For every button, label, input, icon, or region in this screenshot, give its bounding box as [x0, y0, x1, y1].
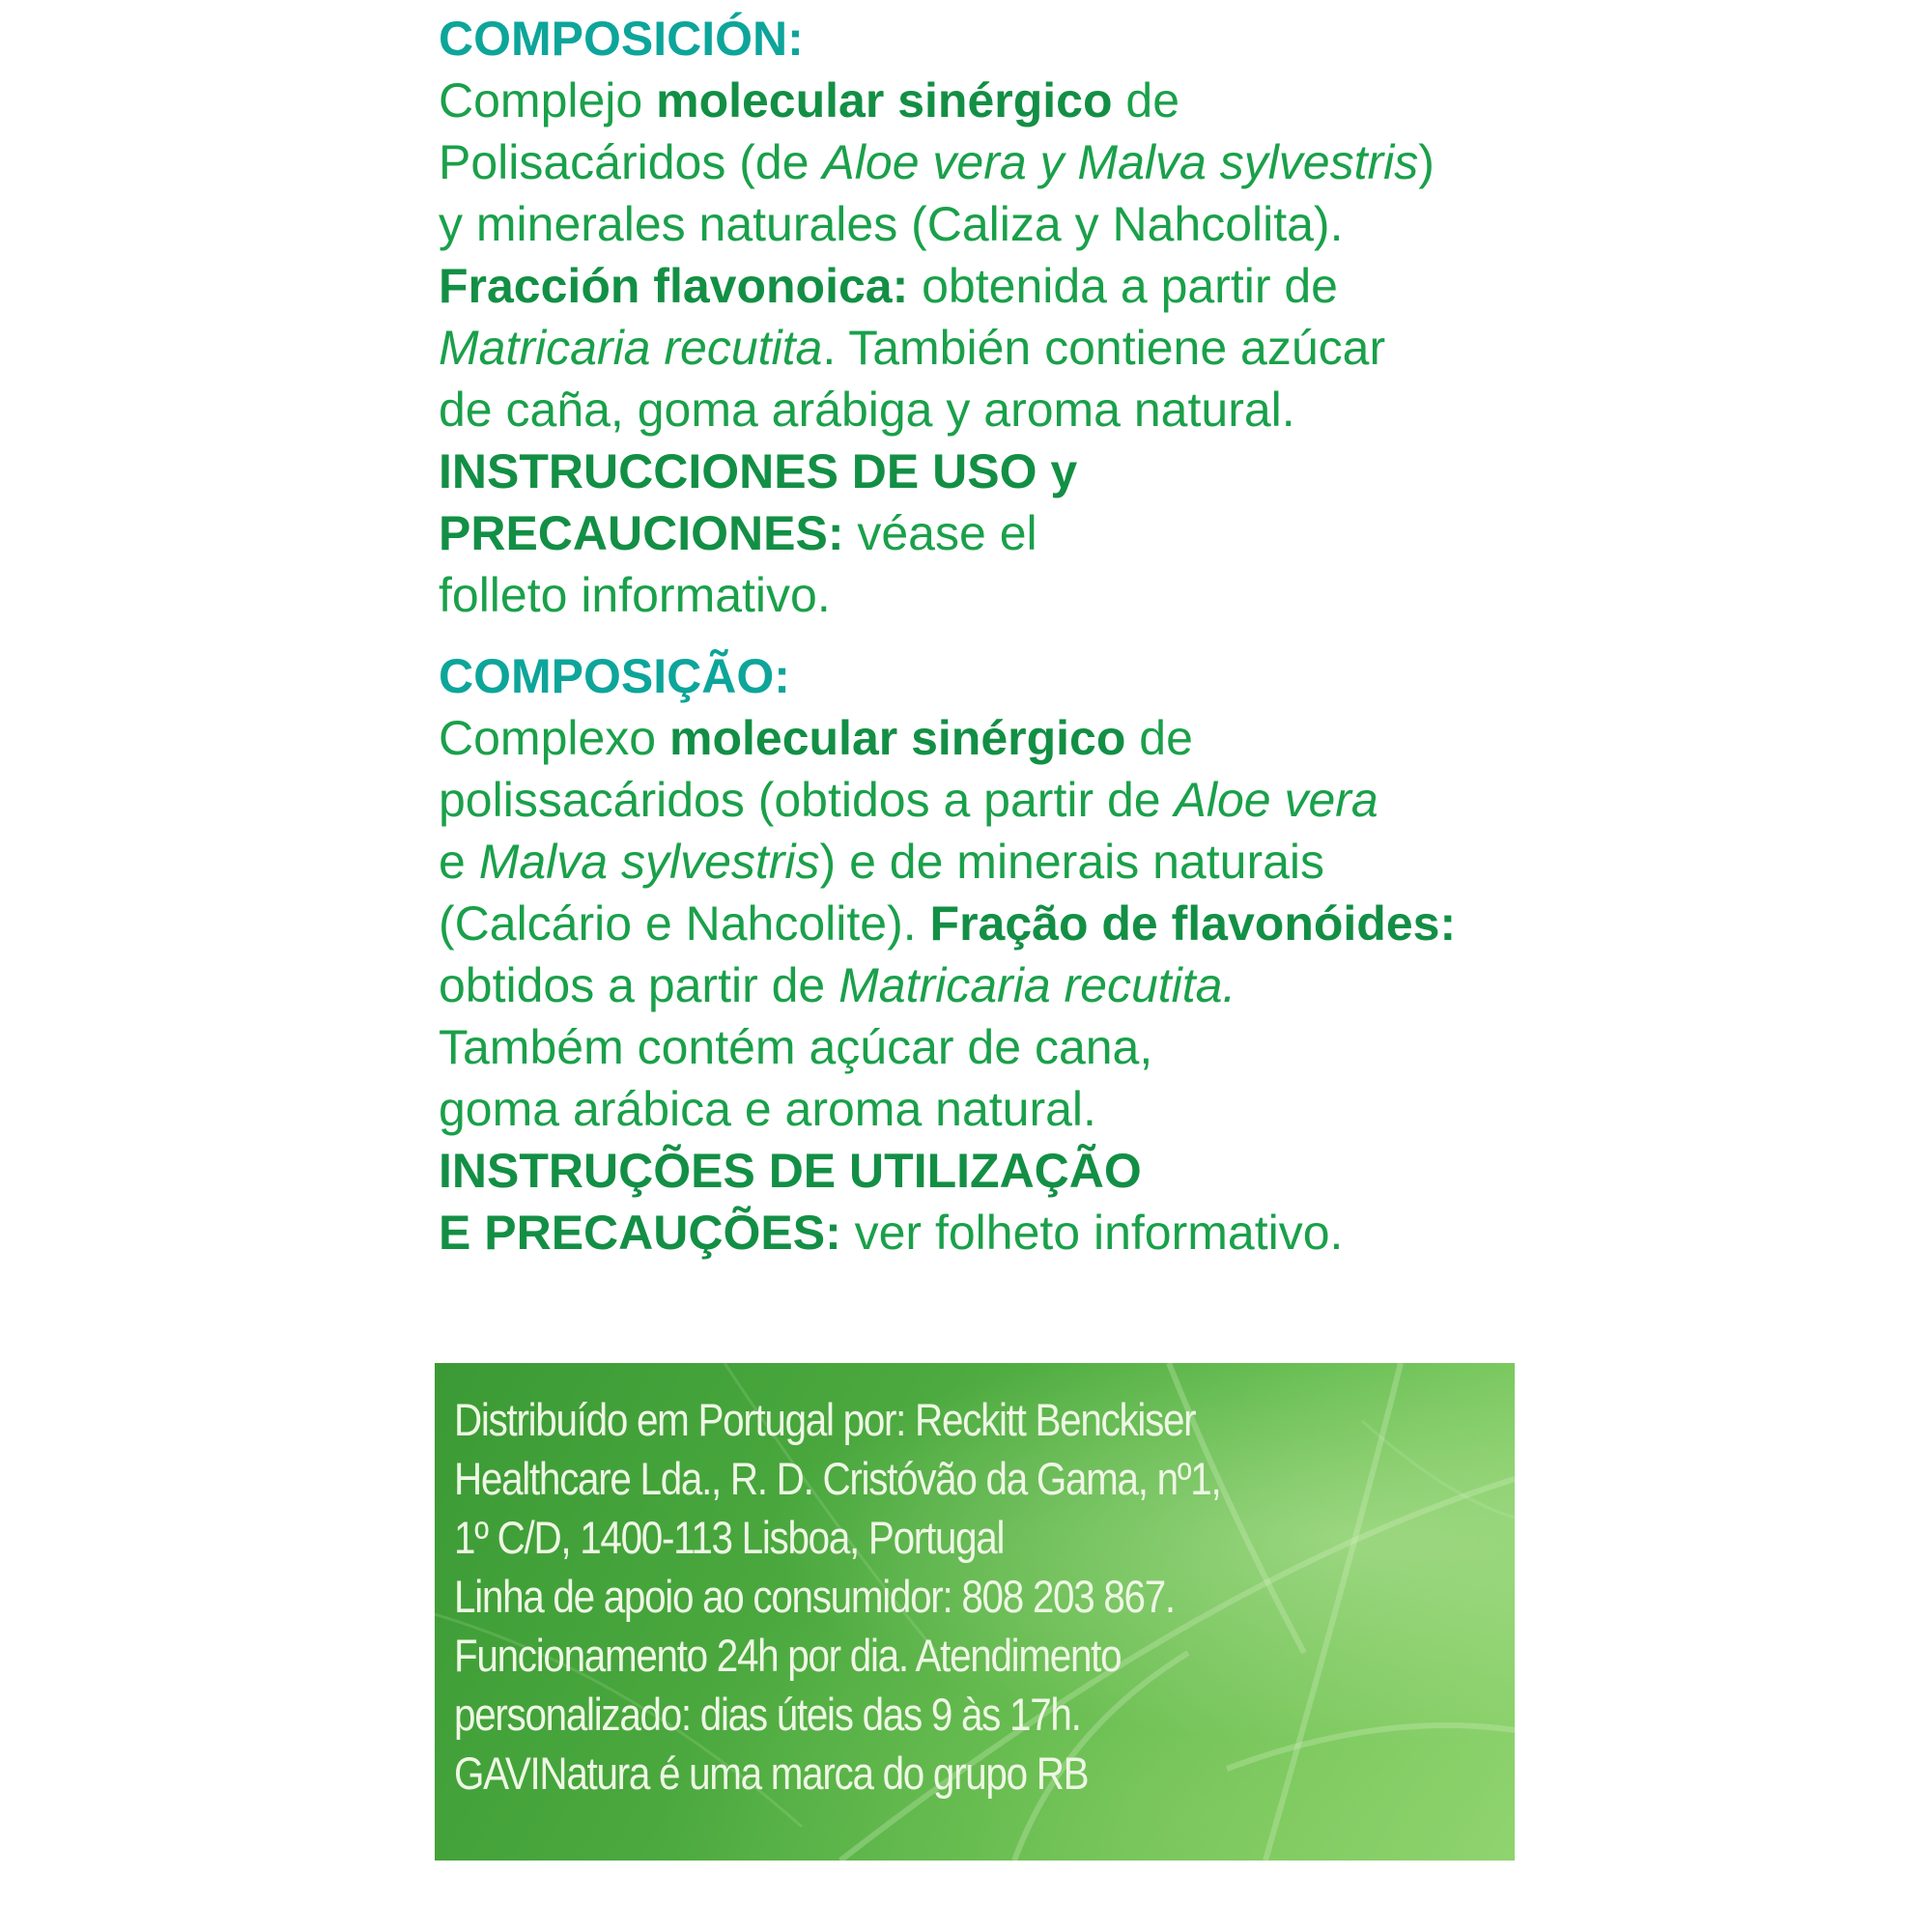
es-line-2: [439, 131, 1520, 193]
distributor-text: [454, 1390, 1351, 1803]
pt-text: obtidos a partir de: [439, 958, 839, 1012]
pt-text: e: [439, 835, 479, 889]
es-composition-heading: COMPOSICIÓN:: [439, 12, 804, 66]
es-line-6: de caña, goma arábiga y aroma natural.: [439, 383, 1295, 437]
es-italic-text: Aloe vera y Malva sylvestris: [822, 135, 1419, 189]
pt-text: (Calcário e Nahcolite).: [439, 896, 930, 951]
es-line-3: y minerales naturales (Caliza y Nahcolita).: [439, 197, 1344, 251]
pt-text: ) e de minerais naturais: [819, 835, 1325, 889]
pt-instructions-heading: INSTRUÇÕES DE UTILIZAÇÃO: [439, 1144, 1142, 1198]
pt-text: polissacáridos (obtidos a partir de: [439, 773, 1175, 827]
es-bold-text: Fracción flavonoica:: [439, 259, 909, 313]
distributor-line: 1º C/D, 1400-113 Lisboa, Portugal: [454, 1512, 1005, 1563]
es-instructions-heading: INSTRUCCIONES DE USO y: [439, 444, 1078, 498]
pt-line-3: [439, 831, 1520, 893]
pt-italic-text: Malva sylvestris: [478, 835, 820, 889]
distributor-line: personalizado: dias úteis das 9 às 17h.: [454, 1689, 1081, 1740]
es-bold-text: molecular sinérgico: [656, 73, 1113, 128]
pt-line-9: [439, 1202, 1520, 1264]
pt-bold-text: E PRECAUÇÕES:: [439, 1206, 841, 1260]
es-line-4: [439, 255, 1520, 317]
pt-text: ver folheto informativo.: [840, 1206, 1344, 1260]
es-text: ): [1418, 135, 1435, 189]
brand-ownership-note: GAVINatura é uma marca do grupo RB: [454, 1747, 1089, 1799]
pt-italic-text: Aloe vera: [1174, 773, 1378, 827]
es-text: Complejo: [439, 73, 657, 128]
pt-line-5: [439, 954, 1520, 1016]
es-line-8: [439, 502, 1520, 564]
es-text: obtenida a partir de: [908, 259, 1338, 313]
es-text: Polisacáridos (de: [439, 135, 823, 189]
pt-composition-heading: COMPOSIÇÃO:: [439, 649, 790, 703]
pt-line-7: goma arábica e aroma natural.: [439, 1082, 1096, 1136]
pt-line-1: [439, 707, 1520, 769]
distributor-info-box: [435, 1363, 1515, 1861]
pt-bold-text: Fração de flavonóides:: [929, 896, 1457, 951]
es-italic-text: Matricaria recutita: [439, 321, 823, 375]
es-bold-text: PRECAUCIONES:: [439, 506, 844, 560]
es-line-9: folleto informativo.: [439, 568, 831, 622]
distributor-line: Distribuído em Portugal por: Reckitt Benckiser: [454, 1394, 1196, 1445]
pt-text: Complexo: [439, 711, 669, 765]
es-line-1: [439, 70, 1520, 131]
consumer-helpline: Linha de apoio ao consumidor: 808 203 867.: [454, 1571, 1175, 1622]
pt-text: de: [1125, 711, 1193, 765]
distributor-line: Healthcare Lda., R. D. Cristóvão da Gama, nº1,: [454, 1453, 1221, 1504]
pt-line-2: [439, 769, 1520, 831]
pt-line-4: [439, 893, 1520, 954]
es-text: . También contiene azúcar: [822, 321, 1386, 375]
es-line-5: [439, 317, 1520, 379]
es-text: de: [1112, 73, 1180, 128]
pt-italic-text: Matricaria recutita.: [838, 958, 1236, 1012]
es-text: véase el: [843, 506, 1037, 560]
label-text-block: [439, 8, 1520, 1264]
pt-bold-text: molecular sinérgico: [669, 711, 1126, 765]
pt-line-6: Também contém açúcar de cana,: [439, 1020, 1153, 1074]
distributor-line: Funcionamento 24h por dia. Atendimento: [454, 1630, 1122, 1681]
